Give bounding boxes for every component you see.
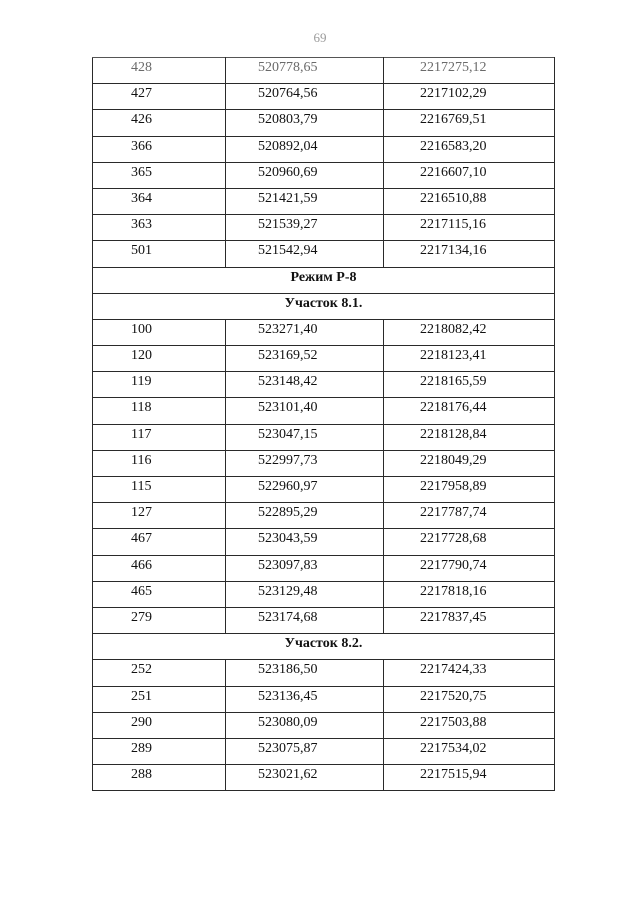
table-row xyxy=(93,136,555,162)
table-row xyxy=(93,215,555,241)
table-row xyxy=(93,503,555,529)
table-row xyxy=(93,110,555,136)
point-number-cell: 426 xyxy=(93,110,226,136)
y-coordinate-cell: 2217424,33 xyxy=(384,660,555,686)
table-row xyxy=(93,738,555,764)
x-coordinate-cell: 521539,27 xyxy=(226,215,384,241)
table-row xyxy=(93,424,555,450)
table-row xyxy=(93,58,555,84)
point-number-cell: 467 xyxy=(93,529,226,555)
table-row xyxy=(93,712,555,738)
table-row xyxy=(93,477,555,503)
point-number-cell: 288 xyxy=(93,765,226,791)
y-coordinate-cell: 2216583,20 xyxy=(384,136,555,162)
y-coordinate-cell: 2217958,89 xyxy=(384,477,555,503)
y-coordinate-cell: 2218165,59 xyxy=(384,372,555,398)
point-number-cell: 427 xyxy=(93,84,226,110)
x-coordinate-cell: 523186,50 xyxy=(226,660,384,686)
point-number-cell: 289 xyxy=(93,738,226,764)
coordinates-table xyxy=(92,57,555,791)
x-coordinate-cell: 523043,59 xyxy=(226,529,384,555)
x-coordinate-cell: 520960,69 xyxy=(226,162,384,188)
table-row xyxy=(93,686,555,712)
table-row xyxy=(93,346,555,372)
y-coordinate-cell: 2217102,29 xyxy=(384,84,555,110)
point-number-cell: 366 xyxy=(93,136,226,162)
section-header: Режим Р-8 xyxy=(93,267,555,293)
y-coordinate-cell: 2217728,68 xyxy=(384,529,555,555)
point-number-cell: 252 xyxy=(93,660,226,686)
x-coordinate-cell: 523047,15 xyxy=(226,424,384,450)
y-coordinate-cell: 2217134,16 xyxy=(384,241,555,267)
point-number-cell: 501 xyxy=(93,241,226,267)
section-header: Участок 8.1. xyxy=(93,293,555,319)
x-coordinate-cell: 523136,45 xyxy=(226,686,384,712)
y-coordinate-cell: 2217790,74 xyxy=(384,555,555,581)
section-header: Участок 8.2. xyxy=(93,634,555,660)
point-number-cell: 365 xyxy=(93,162,226,188)
x-coordinate-cell: 523169,52 xyxy=(226,346,384,372)
x-coordinate-cell: 520778,65 xyxy=(226,58,384,84)
table-row xyxy=(93,241,555,267)
x-coordinate-cell: 520803,79 xyxy=(226,110,384,136)
table-row xyxy=(93,450,555,476)
point-number-cell: 117 xyxy=(93,424,226,450)
table-row xyxy=(93,162,555,188)
y-coordinate-cell: 2217837,45 xyxy=(384,607,555,633)
y-coordinate-cell: 2217787,74 xyxy=(384,503,555,529)
table-row xyxy=(93,607,555,633)
y-coordinate-cell: 2217515,94 xyxy=(384,765,555,791)
table-row xyxy=(93,529,555,555)
point-number-cell: 251 xyxy=(93,686,226,712)
coordinates-table-body xyxy=(93,58,555,791)
table-row xyxy=(93,372,555,398)
table-row xyxy=(93,188,555,214)
section-header-row xyxy=(93,267,555,293)
table-row xyxy=(93,398,555,424)
y-coordinate-cell: 2217534,02 xyxy=(384,738,555,764)
point-number-cell: 363 xyxy=(93,215,226,241)
x-coordinate-cell: 523129,48 xyxy=(226,581,384,607)
x-coordinate-cell: 521421,59 xyxy=(226,188,384,214)
x-coordinate-cell: 523075,87 xyxy=(226,738,384,764)
table-row xyxy=(93,581,555,607)
x-coordinate-cell: 523080,09 xyxy=(226,712,384,738)
y-coordinate-cell: 2218128,84 xyxy=(384,424,555,450)
y-coordinate-cell: 2217115,16 xyxy=(384,215,555,241)
y-coordinate-cell: 2216607,10 xyxy=(384,162,555,188)
table-row xyxy=(93,319,555,345)
point-number-cell: 116 xyxy=(93,450,226,476)
point-number-cell: 118 xyxy=(93,398,226,424)
table-row xyxy=(93,555,555,581)
y-coordinate-cell: 2218176,44 xyxy=(384,398,555,424)
x-coordinate-cell: 523101,40 xyxy=(226,398,384,424)
point-number-cell: 100 xyxy=(93,319,226,345)
y-coordinate-cell: 2217275,12 xyxy=(384,58,555,84)
point-number-cell: 428 xyxy=(93,58,226,84)
x-coordinate-cell: 523174,68 xyxy=(226,607,384,633)
y-coordinate-cell: 2216510,88 xyxy=(384,188,555,214)
x-coordinate-cell: 521542,94 xyxy=(226,241,384,267)
section-header-row xyxy=(93,293,555,319)
x-coordinate-cell: 520892,04 xyxy=(226,136,384,162)
y-coordinate-cell: 2217503,88 xyxy=(384,712,555,738)
y-coordinate-cell: 2218082,42 xyxy=(384,319,555,345)
y-coordinate-cell: 2217520,75 xyxy=(384,686,555,712)
table-row xyxy=(93,765,555,791)
point-number-cell: 120 xyxy=(93,346,226,372)
point-number-cell: 279 xyxy=(93,607,226,633)
point-number-cell: 127 xyxy=(93,503,226,529)
x-coordinate-cell: 523021,62 xyxy=(226,765,384,791)
x-coordinate-cell: 523148,42 xyxy=(226,372,384,398)
x-coordinate-cell: 523097,83 xyxy=(226,555,384,581)
y-coordinate-cell: 2218123,41 xyxy=(384,346,555,372)
section-header-row xyxy=(93,634,555,660)
x-coordinate-cell: 523271,40 xyxy=(226,319,384,345)
x-coordinate-cell: 522895,29 xyxy=(226,503,384,529)
point-number-cell: 466 xyxy=(93,555,226,581)
point-number-cell: 115 xyxy=(93,477,226,503)
point-number-cell: 465 xyxy=(93,581,226,607)
page-number: 69 xyxy=(313,30,327,45)
point-number-cell: 119 xyxy=(93,372,226,398)
x-coordinate-cell: 522997,73 xyxy=(226,450,384,476)
x-coordinate-cell: 522960,97 xyxy=(226,477,384,503)
point-number-cell: 290 xyxy=(93,712,226,738)
x-coordinate-cell: 520764,56 xyxy=(226,84,384,110)
y-coordinate-cell: 2217818,16 xyxy=(384,581,555,607)
y-coordinate-cell: 2218049,29 xyxy=(384,450,555,476)
point-number-cell: 364 xyxy=(93,188,226,214)
table-row xyxy=(93,84,555,110)
table-row xyxy=(93,660,555,686)
y-coordinate-cell: 2216769,51 xyxy=(384,110,555,136)
